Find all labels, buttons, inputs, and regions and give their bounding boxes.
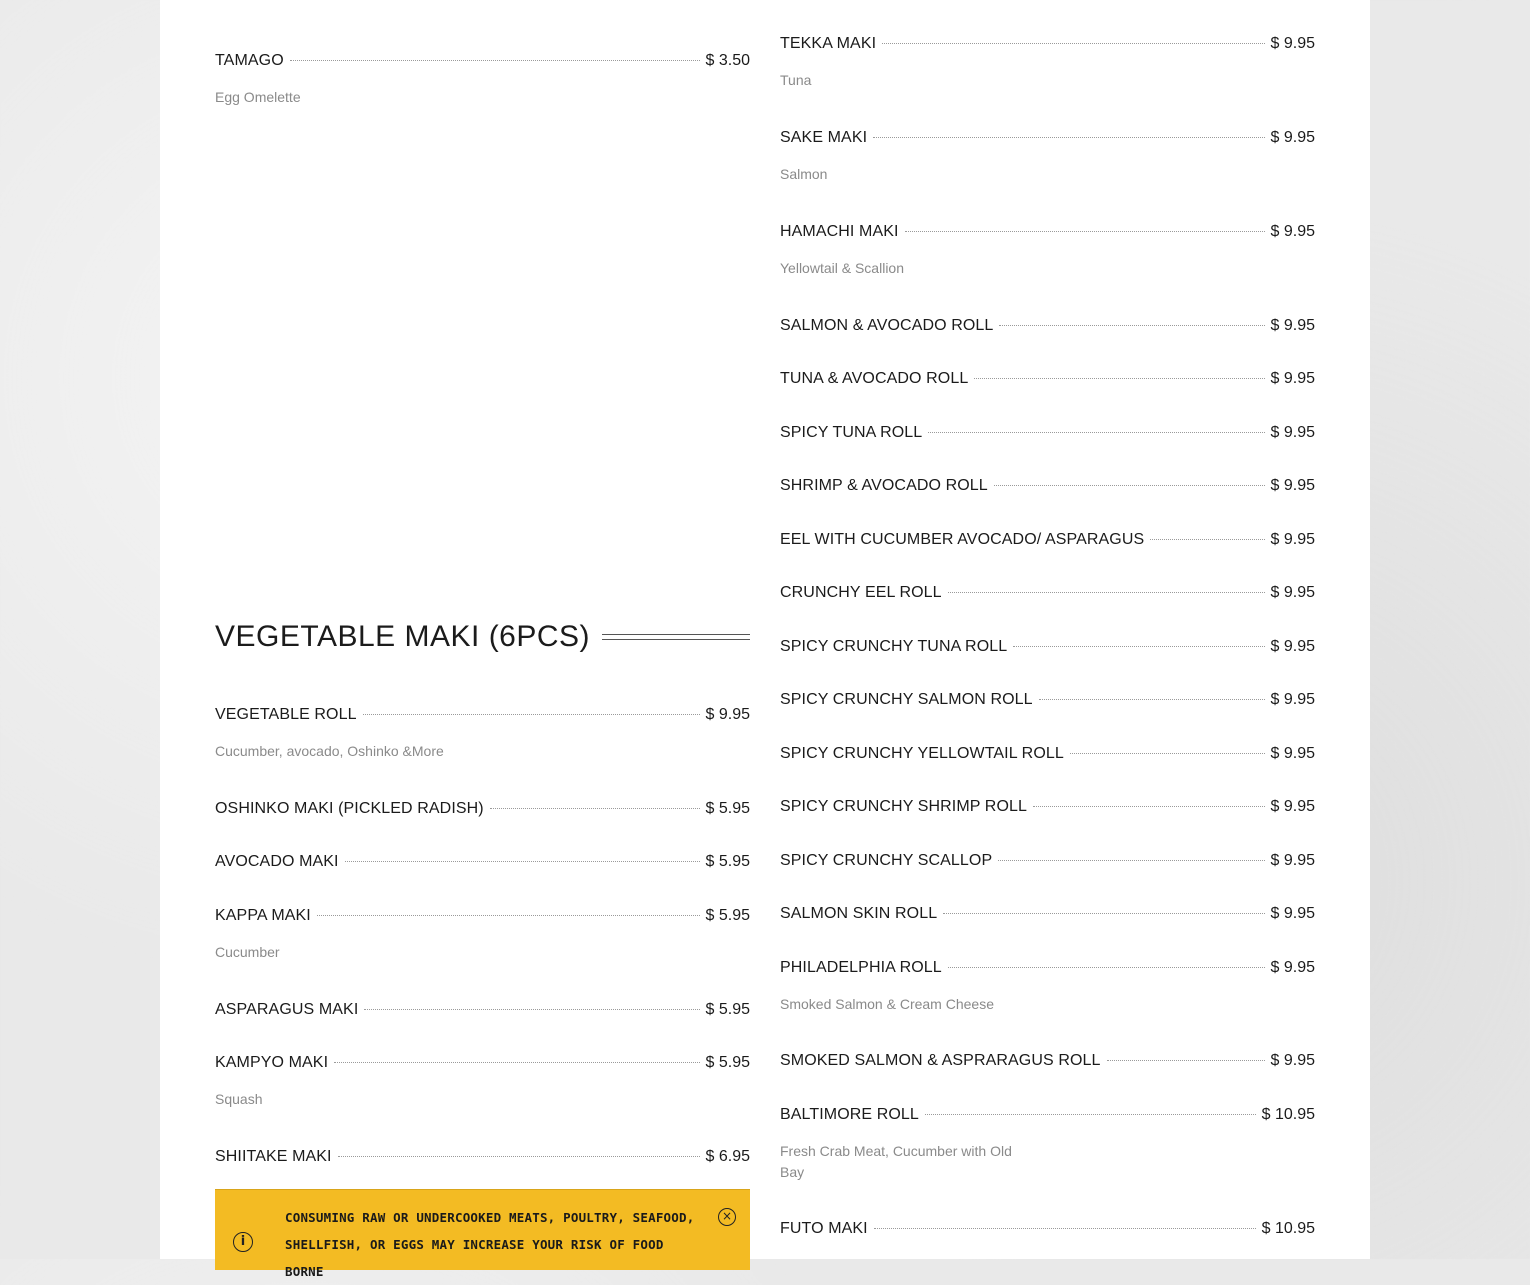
item-price: $ 5.95 [705, 1001, 750, 1018]
item-description: Smoked Salmon & Cream Cheese [780, 996, 994, 1012]
section-divider [602, 634, 750, 640]
item-description [215, 0, 282, 4]
dotted-leader [874, 1228, 1256, 1229]
item-price: $ 9.95 [1270, 852, 1315, 869]
menu-item [780, 745, 1315, 767]
menu-item [780, 531, 1315, 553]
item-name: SPICY CRUNCHY SHRIMP ROLL [780, 798, 1028, 815]
menu-item-tamago [215, 52, 750, 108]
dotted-leader [290, 60, 700, 61]
item-name: KAMPYO MAKI [215, 1054, 329, 1071]
item-price: $ 9.95 [1270, 745, 1315, 762]
item-price: $ 9.95 [1270, 1052, 1315, 1069]
dotted-leader [345, 861, 700, 862]
item-price: $ 9.95 [1270, 798, 1315, 815]
item-price: $ 9.95 [705, 706, 750, 723]
dotted-leader [948, 967, 1265, 968]
menu-item [780, 584, 1315, 606]
item-name: SHRIMP & AVOCADO ROLL [780, 477, 988, 494]
menu-item [780, 1220, 1315, 1242]
item-name: HAMACHI MAKI [780, 223, 899, 240]
menu-page [160, 0, 1370, 1279]
item-description: Cucumber [215, 944, 280, 960]
item-price: $ 9.95 [1270, 477, 1315, 494]
dotted-leader [363, 714, 700, 715]
menu-item [780, 1106, 1315, 1183]
dotted-leader [1013, 646, 1264, 647]
item-name: SPICY CRUNCHY SCALLOP [780, 852, 993, 869]
dotted-leader [974, 378, 1264, 379]
menu-item [780, 317, 1315, 339]
section-title: VEGETABLE MAKI (6PCS) [215, 620, 591, 653]
menu-item [780, 35, 1315, 91]
dotted-leader [925, 1114, 1256, 1115]
item-name: SMOKED SALMON & ASPRARAGUS ROLL [780, 1052, 1101, 1069]
item-price: $ 9.95 [1270, 223, 1315, 240]
dotted-leader [1033, 806, 1265, 807]
dotted-leader [873, 137, 1264, 138]
menu-item [780, 638, 1315, 660]
menu-item [780, 477, 1315, 499]
dotted-leader [994, 485, 1265, 486]
dotted-leader [334, 1062, 699, 1063]
info-icon: i [233, 1232, 253, 1252]
section-header-vegetable-maki [215, 620, 750, 654]
menu-item [780, 798, 1315, 820]
item-description: Salmon [780, 166, 828, 182]
item-price: $ 9.95 [1270, 905, 1315, 922]
item-name: SAKE MAKI [780, 129, 868, 146]
item-price: $ 9.95 [1270, 129, 1315, 146]
item-price: $ 5.95 [705, 853, 750, 870]
food-safety-notice [215, 1189, 750, 1279]
item-price: $ 9.95 [1270, 638, 1315, 655]
menu-item [780, 223, 1315, 279]
menu-item [780, 424, 1315, 446]
item-price: $ 9.95 [1270, 584, 1315, 601]
item-name: VEGETABLE ROLL [215, 706, 357, 723]
item-name: AVOCADO MAKI [215, 853, 339, 870]
menu-item [780, 1052, 1315, 1074]
item-price: $ 9.95 [1270, 531, 1315, 548]
item-price: $ 10.95 [1261, 1106, 1315, 1123]
item-name: OSHINKO MAKI (PICKLED RADISH) [215, 800, 484, 817]
item-name: TUNA & AVOCADO ROLL [780, 370, 969, 387]
dotted-leader [882, 43, 1264, 44]
item-name: SALMON SKIN ROLL [780, 905, 938, 922]
item-price: $ 5.95 [705, 800, 750, 817]
item-name: KAPPA MAKI [215, 907, 311, 924]
menu-item [215, 1001, 750, 1023]
menu-item [215, 1148, 750, 1170]
dotted-leader [948, 592, 1265, 593]
item-price: $ 9.95 [1270, 959, 1315, 976]
notice-text: CONSUMING RAW OR UNDERCOOKED MEATS, POULTRY, SEAFOOD, SHELLFISH, OR EGGS MAY INCREASE YOUR RISK OF FOOD BORNE [285, 1210, 695, 1279]
item-name: TEKKA MAKI [780, 35, 877, 52]
item-price: $ 6.95 [705, 1148, 750, 1165]
item-price: $ 9.95 [1270, 370, 1315, 387]
item-price: $ 9.95 [1270, 691, 1315, 708]
item-price: $ 5.95 [705, 907, 750, 924]
menu-item [780, 370, 1315, 392]
item-name: ASPARAGUS MAKI [215, 1001, 359, 1018]
menu-item [780, 852, 1315, 874]
item-description: Tuna [780, 72, 812, 88]
menu-item [780, 691, 1315, 713]
menu-item [215, 1054, 750, 1110]
dotted-leader [490, 808, 700, 809]
item-name: SHIITAKE MAKI [215, 1148, 332, 1165]
dotted-leader [1070, 753, 1265, 754]
item-price: $ 9.95 [1270, 35, 1315, 52]
item-price: $ 3.50 [705, 52, 750, 69]
close-icon[interactable]: × [718, 1208, 736, 1226]
item-name: EEL WITH CUCUMBER AVOCADO/ ASPARAGUS [780, 531, 1145, 548]
dotted-leader [943, 913, 1264, 914]
menu-item [215, 800, 750, 822]
item-name: SPICY CRUNCHY YELLOWTAIL ROLL [780, 745, 1064, 762]
item-price: $ 9.95 [1270, 424, 1315, 441]
item-description: Cucumber, avocado, Oshinko &More [215, 743, 444, 759]
dotted-leader [999, 325, 1264, 326]
dotted-leader [317, 915, 700, 916]
item-name: FUTO MAKI [780, 1220, 868, 1237]
item-price: $ 5.95 [705, 1054, 750, 1071]
menu-item [215, 853, 750, 875]
dotted-leader [905, 231, 1265, 232]
item-name: CRUNCHY EEL ROLL [780, 584, 942, 601]
item-name: PHILADELPHIA ROLL [780, 959, 942, 976]
item-name: BALTIMORE ROLL [780, 1106, 919, 1123]
item-name: SALMON & AVOCADO ROLL [780, 317, 994, 334]
menu-item [780, 905, 1315, 927]
dotted-leader [1150, 539, 1264, 540]
item-name: TAMAGO [215, 52, 284, 69]
item-price: $ 9.95 [1270, 317, 1315, 334]
dotted-leader [1107, 1060, 1265, 1061]
dotted-leader [928, 432, 1264, 433]
menu-item [780, 129, 1315, 185]
menu-item [215, 907, 750, 963]
item-description: Yellowtail & Scallion [780, 260, 904, 276]
item-name: SPICY TUNA ROLL [780, 424, 923, 441]
item-name: SPICY CRUNCHY SALMON ROLL [780, 691, 1033, 708]
dotted-leader [338, 1156, 700, 1157]
item-description: Squash [215, 1091, 263, 1107]
item-price: $ 10.95 [1261, 1220, 1315, 1237]
dotted-leader [1039, 699, 1265, 700]
menu-item [780, 959, 1315, 1015]
dotted-leader [998, 860, 1264, 861]
item-description: Egg Omelette [215, 89, 301, 105]
menu-item [215, 706, 750, 762]
item-name: SPICY CRUNCHY TUNA ROLL [780, 638, 1008, 655]
dotted-leader [364, 1009, 699, 1010]
item-description: Fresh Crab Meat, Cucumber with Old Bay [780, 1143, 1012, 1180]
